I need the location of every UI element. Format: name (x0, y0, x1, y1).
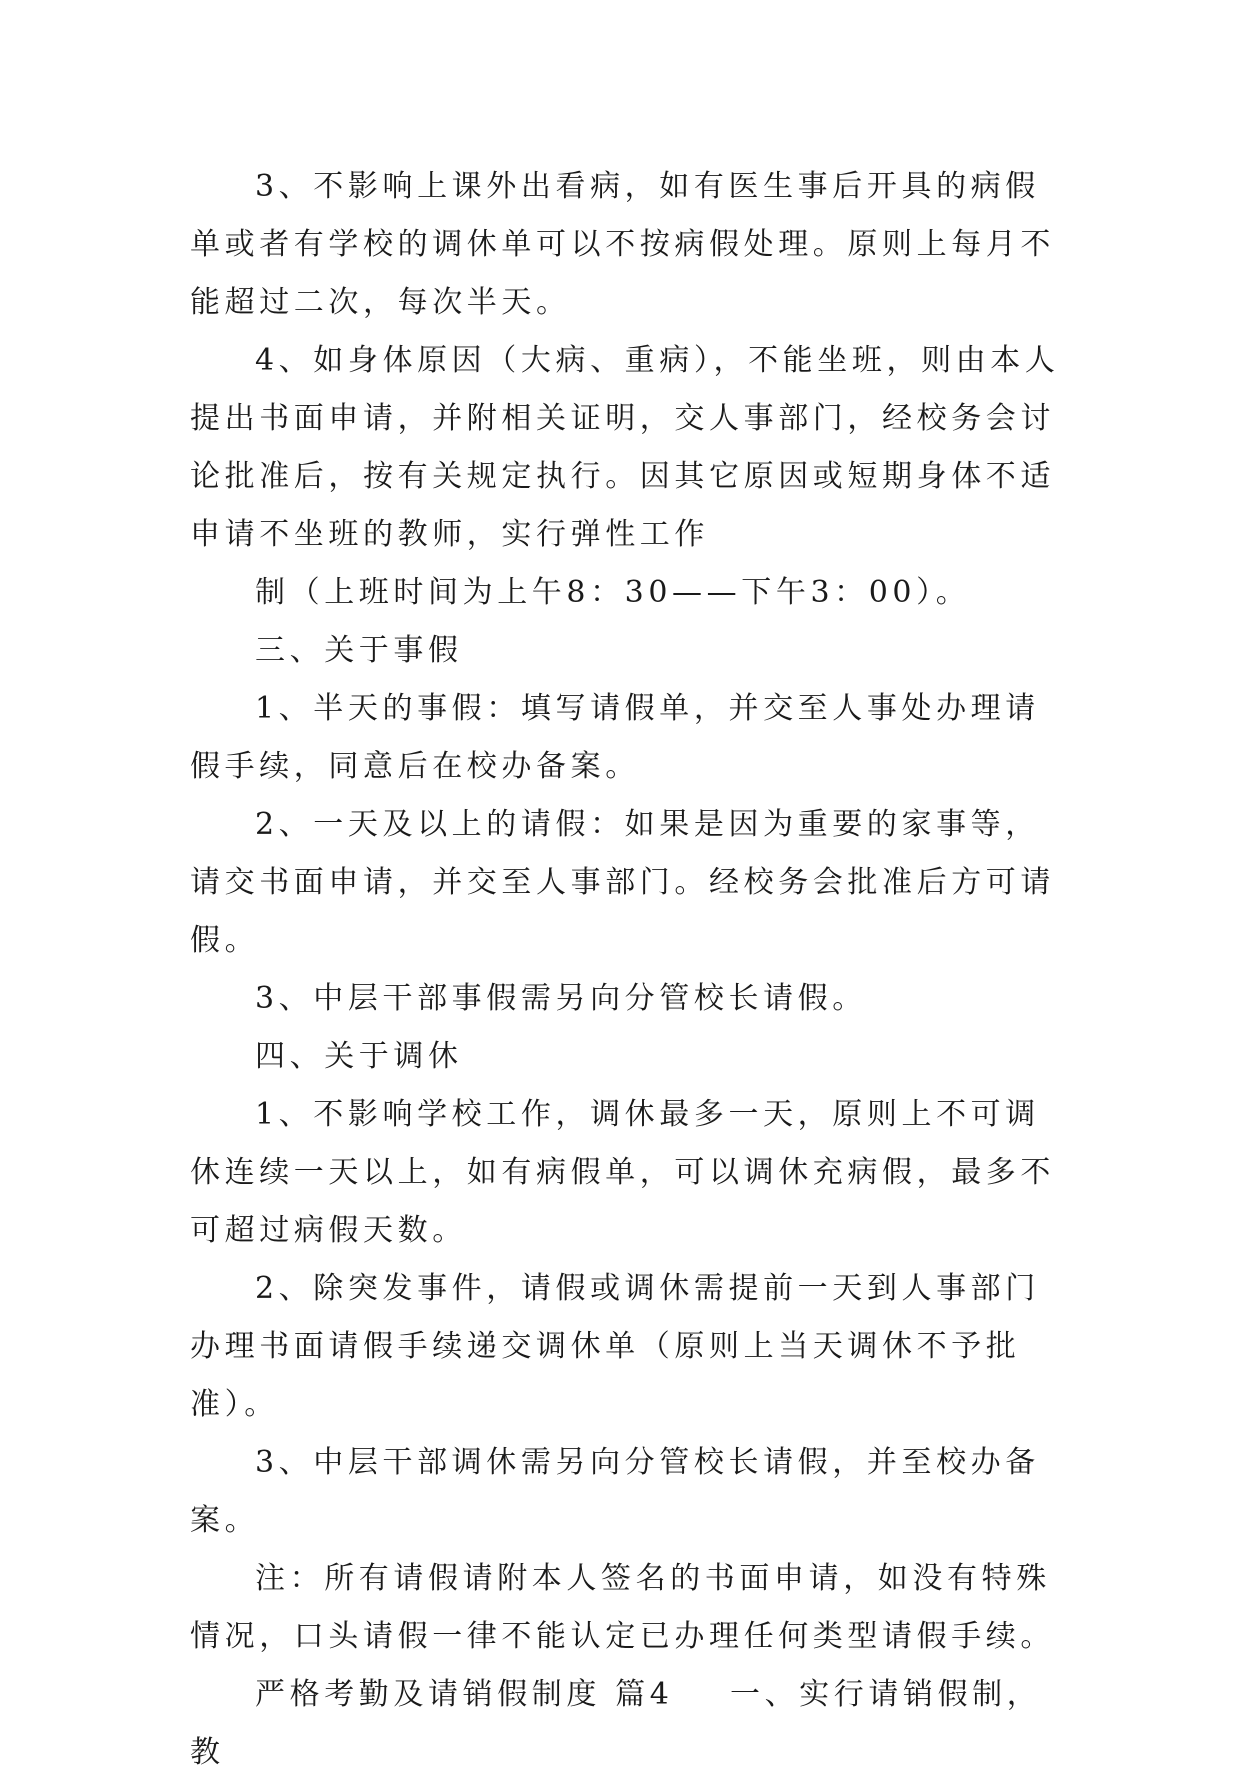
paragraph-note: 注：所有请假请附本人签名的书面申请，如没有特殊情况，口头请假一律不能认定已办理任何类型请假手续。 (190, 1561, 1055, 1654)
paragraph-sick-leave-3: 3、不影响上课外出看病，如有医生事后开具的病假单或者有学校的调休单可以不按病假处理。原则上每月不能超过二次，每次半天。 (190, 169, 1055, 320)
paragraph-flexible-hours: 制（上班时间为上午8：30——下午3：00）。 (255, 575, 971, 610)
paragraph-time-off-3: 3、中层干部调休需另向分管校长请假，并至校办备案。 (190, 1445, 1040, 1538)
paragraph-section-4-start: 严格考勤及请销假制度 篇4 一、实行请销假制，教 (190, 1677, 1042, 1770)
paragraph-sick-leave-4: 4、如身体原因（大病、重病），不能坐班，则由本人提出书面申请，并附相关证明，交人事部门，经校务会讨论批准后，按有关规定执行。因其它原因或短期身体不适申请不坐班的教师，实行弹性工作 (190, 343, 1060, 552)
paragraph-time-off-2: 2、除突发事件，请假或调休需提前一天到人事部门办理书面请假手续递交调休单（原则上当天调休不予批准）。 (190, 1271, 1040, 1422)
section-heading-personal-leave: 三、关于事假 (255, 633, 463, 668)
paragraph-time-off-1: 1、不影响学校工作，调休最多一天，原则上不可调休连续一天以上，如有病假单，可以调休充病假，最多不可超过病假天数。 (190, 1097, 1055, 1248)
document-page (190, 158, 1060, 1782)
paragraph-personal-leave-1: 1、半天的事假：填写请假单，并交至人事处办理请假手续，同意后在校办备案。 (190, 691, 1040, 784)
section-heading-time-off: 四、关于调休 (255, 1039, 463, 1074)
paragraph-personal-leave-2: 2、一天及以上的请假：如果是因为重要的家事等，请交书面申请，并交至人事部门。经校务会批准后方可请假。 (190, 807, 1055, 958)
paragraph-personal-leave-3: 3、中层干部事假需另向分管校长请假。 (255, 981, 867, 1016)
